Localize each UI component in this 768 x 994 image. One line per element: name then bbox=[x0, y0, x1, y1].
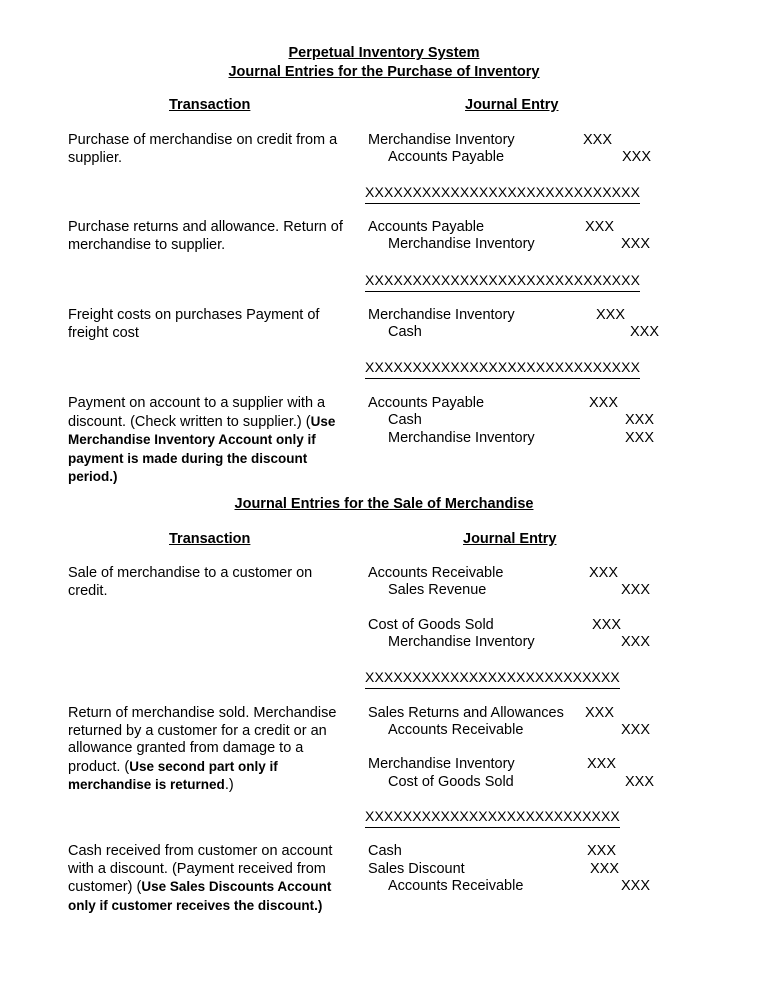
account-credit: Cash bbox=[388, 412, 422, 428]
credit-amount: XXX bbox=[621, 236, 651, 252]
transaction-header: Transaction bbox=[169, 531, 251, 547]
transaction-note-bold: Use second part only if merchandise is returned bbox=[68, 758, 278, 792]
credit-amount: XXX bbox=[621, 634, 651, 650]
transaction-text: Freight costs on purchases Payment of freight cost bbox=[68, 307, 320, 341]
entry-separator: XXXXXXXXXXXXXXXXXXXXXXXXXXX bbox=[365, 808, 620, 828]
entry-separator: XXXXXXXXXXXXXXXXXXXXXXXXXXXXX bbox=[365, 359, 640, 379]
account-debit: Merchandise Inventory bbox=[368, 756, 515, 772]
transaction-note-bold: Use Sales Discounts Account only if customer receives the discount.) bbox=[68, 879, 332, 913]
credit-amount: XXX bbox=[625, 412, 655, 428]
credit-amount: XXX bbox=[625, 774, 655, 790]
account-debit: Accounts Payable bbox=[368, 219, 485, 235]
account-credit: Merchandise Inventory bbox=[388, 236, 535, 252]
account-credit: Accounts Payable bbox=[388, 149, 505, 165]
transaction-text-tail: .) bbox=[224, 777, 234, 793]
account-credit: Cash bbox=[388, 324, 422, 340]
entry-separator: XXXXXXXXXXXXXXXXXXXXXXXXXXXXX bbox=[365, 272, 640, 292]
account-debit: Sales Returns and Allowances bbox=[368, 705, 564, 721]
debit-amount: XXX bbox=[583, 132, 613, 148]
debit-amount: XXX bbox=[585, 219, 615, 235]
entry-separator: XXXXXXXXXXXXXXXXXXXXXXXXXXX bbox=[365, 669, 620, 689]
account-debit: Merchandise Inventory bbox=[368, 307, 515, 323]
account-credit: Cost of Goods Sold bbox=[388, 774, 514, 790]
debit-amount: XXX bbox=[585, 705, 615, 721]
transaction-header: Transaction bbox=[169, 97, 251, 113]
account-credit: Merchandise Inventory bbox=[388, 430, 535, 446]
account-debit: Accounts Receivable bbox=[368, 565, 504, 581]
purchase-section-title: Journal Entries for the Purchase of Inventory bbox=[228, 64, 540, 80]
credit-amount: XXX bbox=[621, 878, 651, 894]
debit-amount: XXX bbox=[592, 617, 622, 633]
transaction-text: Purchase returns and allowance. Return of merchandise to supplier. bbox=[68, 219, 343, 253]
account-debit: Merchandise Inventory bbox=[368, 132, 515, 148]
credit-amount: XXX bbox=[625, 430, 655, 446]
debit-amount: XXX bbox=[596, 307, 626, 323]
account-debit: Accounts Payable bbox=[368, 395, 485, 411]
transaction-text bbox=[68, 705, 358, 795]
transaction-text-plain: Return of merchandise sold. Merchandise returned by a customer for a credit or an allowance granted from damage to a product. ( bbox=[68, 705, 337, 775]
debit-amount: XXX bbox=[587, 843, 617, 859]
account-credit: Accounts Receivable bbox=[388, 878, 524, 894]
credit-amount: XXX bbox=[621, 722, 651, 738]
credit-amount: XXX bbox=[621, 582, 651, 598]
entry-separator: XXXXXXXXXXXXXXXXXXXXXXXXXXXXX bbox=[365, 184, 640, 204]
journal-entry-header: Journal Entry bbox=[465, 97, 559, 113]
account-debit: Cost of Goods Sold bbox=[368, 617, 494, 633]
debit-amount: XXX bbox=[589, 565, 619, 581]
transaction-text: Purchase of merchandise on credit from a supplier. bbox=[68, 132, 338, 166]
account-debit: Cash bbox=[368, 843, 402, 859]
credit-amount: XXX bbox=[630, 324, 660, 340]
transaction-text bbox=[68, 843, 353, 915]
transaction-text bbox=[68, 395, 358, 487]
sale-section-title: Journal Entries for the Sale of Merchandise bbox=[234, 496, 534, 512]
account-credit: Accounts Receivable bbox=[388, 722, 524, 738]
account-debit: Sales Discount bbox=[368, 861, 465, 877]
transaction-text-plain: Payment on account to a supplier with a discount. (Check written to supplier.) ( bbox=[68, 395, 326, 430]
debit-amount: XXX bbox=[589, 395, 619, 411]
journal-entry-header: Journal Entry bbox=[463, 531, 557, 547]
debit-amount: XXX bbox=[587, 756, 617, 772]
transaction-text: Sale of merchandise to a customer on credit. bbox=[68, 565, 313, 599]
transaction-text-plain: Cash received from customer on account with a discount. (Payment received from customer) ( bbox=[68, 843, 333, 895]
account-credit: Sales Revenue bbox=[388, 582, 487, 598]
account-credit: Merchandise Inventory bbox=[388, 634, 535, 650]
transaction-note-bold: Use Merchandise Inventory Account only if payment is made during the discount period.) bbox=[68, 413, 336, 484]
credit-amount: XXX bbox=[622, 149, 652, 165]
debit-amount: XXX bbox=[590, 861, 620, 877]
document-title: Perpetual Inventory System bbox=[288, 45, 480, 61]
